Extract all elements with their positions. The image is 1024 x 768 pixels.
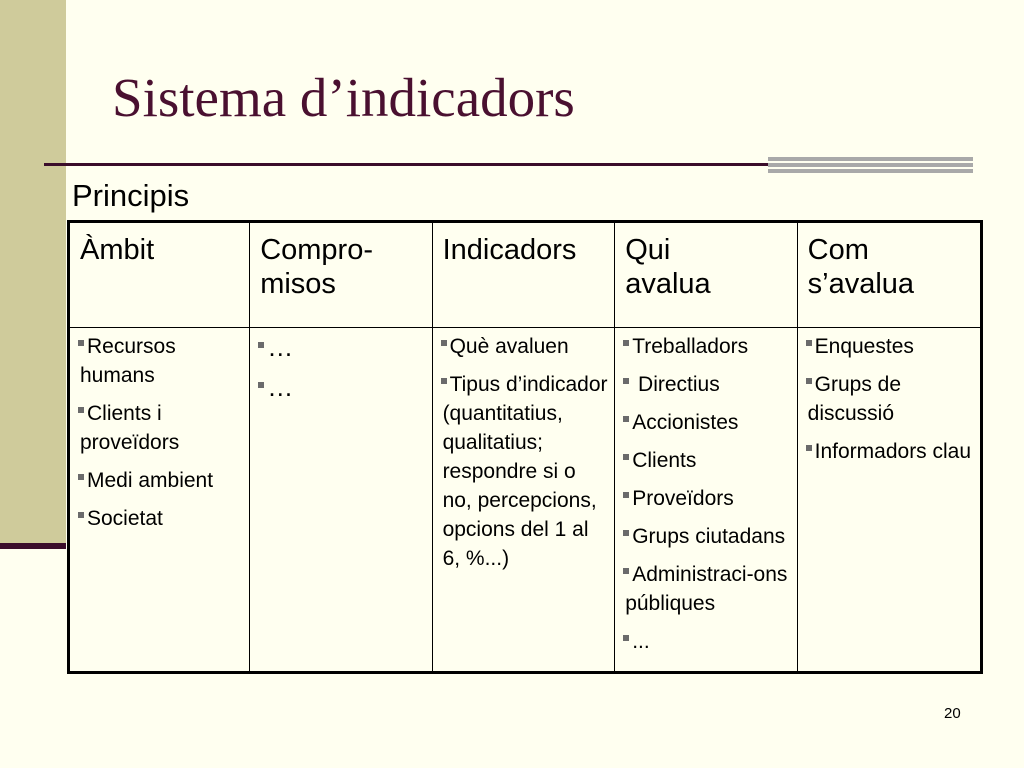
list-item-text: Tipus d’indicador (quantitatius, qualitatius; respondre si o no, percepcions, opcions del 1 al 6, %...) [442, 373, 608, 570]
list-item [80, 466, 243, 495]
list-item [625, 484, 790, 513]
header-label: Qui avalua [625, 234, 711, 300]
table-row [69, 328, 982, 673]
page-number: 20 [944, 705, 961, 722]
list-item [80, 399, 243, 457]
square-bullet-icon [623, 378, 629, 384]
list-item-text: Clients i proveïdors [80, 402, 180, 454]
list-item [443, 332, 609, 361]
square-bullet-icon [623, 340, 629, 346]
list-item-text: Recursos humans [80, 335, 176, 387]
title-divider [44, 163, 784, 166]
list-item-text: Administraci-ons públiques [625, 563, 788, 615]
square-bullet-icon [78, 512, 84, 518]
list-item-text: … [267, 372, 294, 402]
square-bullet-icon [623, 416, 629, 422]
compromisos-list [260, 332, 425, 402]
left-accent-rule [0, 543, 66, 549]
cell-qui-avalua [615, 328, 797, 673]
table-header-row [69, 222, 982, 328]
square-bullet-icon [806, 378, 812, 384]
header-ambit [69, 222, 250, 328]
cell-indicadors [432, 328, 615, 673]
cell-compromisos [250, 328, 432, 673]
list-item-text: ... [632, 630, 650, 653]
com-savalua-list [808, 332, 974, 466]
square-bullet-icon [441, 378, 447, 384]
principles-table [67, 220, 983, 674]
list-item-text: Clients [632, 449, 697, 472]
square-bullet-icon [623, 492, 629, 498]
list-item [625, 627, 790, 656]
list-item [625, 560, 790, 618]
list-item [80, 332, 243, 390]
square-bullet-icon [258, 382, 264, 388]
list-item-text: Accionistes [632, 411, 739, 434]
list-item [625, 332, 790, 361]
list-item-text: Treballadors [632, 335, 749, 358]
list-item-text: Grups de discussió [807, 373, 902, 425]
header-qui-avalua [615, 222, 797, 328]
square-bullet-icon [806, 340, 812, 346]
list-item-text: Medi ambient [87, 469, 214, 492]
ambit-list [80, 332, 243, 533]
list-item [625, 370, 790, 399]
header-compromisos [250, 222, 432, 328]
qui-avalua-list [625, 332, 790, 656]
indicadors-list [443, 332, 609, 573]
slide-subtitle: Principis [72, 178, 190, 213]
slide-title: Sistema d’indicadors [112, 67, 575, 128]
list-item [808, 332, 974, 361]
list-item [808, 437, 974, 466]
list-item [625, 408, 790, 437]
square-bullet-icon [258, 342, 264, 348]
list-item-text: Directius [632, 373, 720, 396]
header-label: Indicadors [442, 234, 577, 266]
square-bullet-icon [78, 474, 84, 480]
list-item [260, 332, 425, 362]
square-bullet-icon [78, 407, 84, 413]
list-item-text: Informadors clau [814, 440, 972, 463]
list-item [260, 372, 425, 402]
list-item-text: … [267, 332, 294, 362]
square-bullet-icon [78, 340, 84, 346]
square-bullet-icon [623, 530, 629, 536]
list-item-text: Què avaluen [449, 335, 569, 358]
list-item-text: Proveïdors [632, 487, 734, 510]
square-bullet-icon [623, 454, 629, 460]
cell-com-savalua [797, 328, 981, 673]
left-accent-band [0, 0, 66, 545]
header-com-savalua [797, 222, 981, 328]
header-label: Àmbit [80, 234, 155, 266]
list-item [625, 446, 790, 475]
header-label: Compro- misos [260, 234, 373, 300]
divider-stripes [768, 157, 973, 179]
list-item [808, 370, 974, 428]
header-label: Com s’avalua [807, 234, 915, 300]
header-indicadors [432, 222, 615, 328]
square-bullet-icon [623, 635, 629, 641]
square-bullet-icon [806, 445, 812, 451]
cell-ambit [69, 328, 250, 673]
list-item-text: Grups ciutadans [632, 525, 786, 548]
list-item [443, 370, 609, 573]
list-item-text: Societat [87, 507, 163, 530]
list-item [625, 522, 790, 551]
list-item [80, 504, 243, 533]
square-bullet-icon [441, 340, 447, 346]
list-item-text: Enquestes [814, 335, 914, 358]
square-bullet-icon [623, 568, 629, 574]
